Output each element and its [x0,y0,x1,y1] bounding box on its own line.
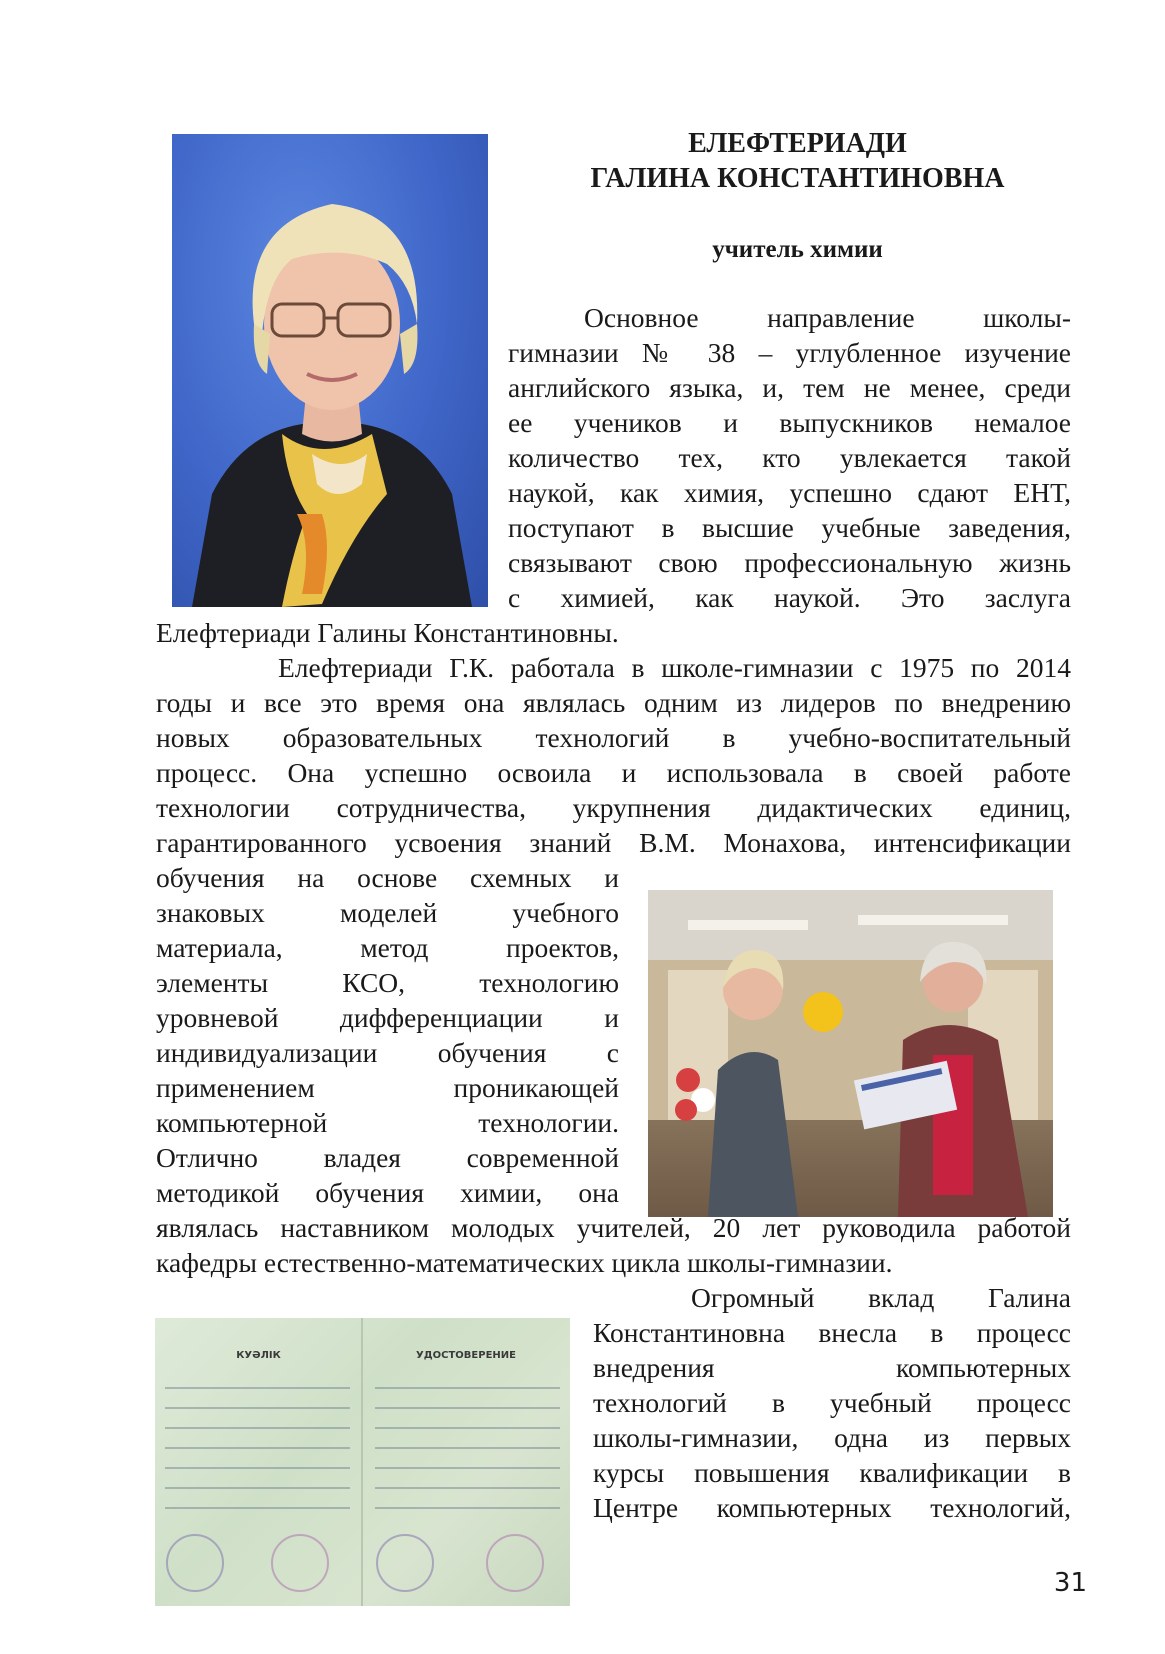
career-paragraph [156,650,1071,860]
text-line: применением проникающей [156,1072,619,1103]
text-line: гимназии № 38 – углубленное изучение [508,337,1071,368]
text-line: являлась наставником молодых учителей, 20 лет руководила работой [156,1212,1071,1243]
text-line: кафедры естественно-математических цикла школы-гимназии. [156,1247,893,1278]
text-line: процесс. Она успешно освоила и использовала в своей работе [156,757,1071,788]
teacher-position: учитель химии [712,236,883,263]
text-line: технологии сотрудничества, укрупнения дидактических единиц, [156,792,1071,823]
page-number: 31 [1053,1568,1087,1598]
text-line: годы и все это время она являлась одним из лидеров по внедрению [156,687,1071,718]
text-line: ее учеников и выпускников немалое [508,407,1071,438]
text-line: связывают свою профессиональную жизнь [508,547,1071,578]
text-line: английского языка, и, тем не менее, среди [508,372,1071,403]
career-paragraph-end [156,1210,1071,1280]
text-line: количество тех, кто увлекается такой [508,442,1071,473]
text-line: знаковых моделей учебного [156,897,619,928]
portrait-illustration [172,134,488,607]
intro-paragraph-end [156,615,1071,650]
certificate-illustration [155,1318,570,1606]
teacher-name: ГАЛИНА КОНСТАНТИНОВНА [590,163,1005,194]
intro-paragraph [508,300,1071,615]
text-line: Центре компьютерных технологий, [593,1492,1071,1523]
text-line: Отлично владея современной [156,1142,619,1173]
text-line: наукой, как химия, успешно сдают ЕНТ, [508,477,1071,508]
text-line: компьютерной технологии. [156,1107,619,1138]
meeting-illustration [648,890,1053,1217]
text-line: гарантированного усвоения знаний В.М. Монахова, интенсификации [156,827,1071,858]
text-line: Основное направление школы- [584,302,1071,333]
text-line: элементы КСО, технологию [156,967,619,998]
portrait-photo [172,134,488,607]
text-line: обучения на основе схемных и [156,862,619,893]
career-paragraph-narrow [156,860,619,1210]
text-line: материала, метод проектов, [156,932,619,963]
certificate-title-kz: КУӘЛІК [236,1350,281,1361]
text-line: поступают в высшие учебные заведения, [508,512,1071,543]
text-line: Константиновна внесла в процесс [593,1317,1071,1348]
text-line: Елефтериади Галины Константиновны. [156,617,619,648]
text-line: Огромный вклад Галина [691,1282,1071,1313]
text-line: Елефтериади Г.К. работала в школе-гимназии с 1975 по 2014 [278,652,1071,683]
text-line: уровневой дифференциации и [156,1002,619,1033]
text-line: индивидуализации обучения с [156,1037,619,1068]
text-line: курсы повышения квалификации в [593,1457,1071,1488]
text-line: внедрения компьютерных [593,1352,1071,1383]
meeting-photo [648,890,1053,1217]
certificate-image [155,1318,570,1606]
contribution-paragraph [593,1280,1071,1525]
teacher-surname: ЕЛЕФТЕРИАДИ [688,128,907,159]
text-line: методикой обучения химии, она [156,1177,619,1208]
text-line: с химией, как наукой. Это заслуга [508,582,1071,613]
text-line: технологий в учебный процесс [593,1387,1071,1418]
text-line: новых образовательных технологий в учебно-воспитательный [156,722,1071,753]
certificate-title-ru: УДОСТОВЕРЕНИЕ [416,1350,516,1361]
text-line: школы-гимназии, одна из первых [593,1422,1071,1453]
